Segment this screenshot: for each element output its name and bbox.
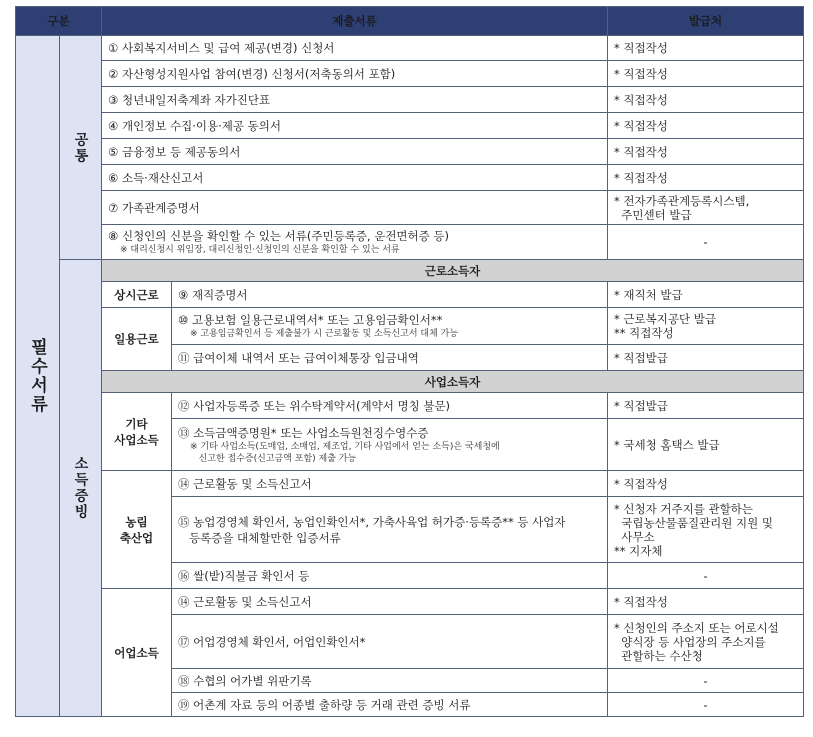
issuer-cell: * 직접발급 — [608, 345, 804, 371]
doc-cell — [172, 308, 608, 345]
issuer-text: * 전자가족관계등록시스템, 주민센터 발급 — [614, 193, 750, 222]
table-row — [16, 61, 804, 87]
doc-cell — [172, 419, 608, 471]
doc-text: ⑩ 고용보험 일용근로내역서* 또는 고용임금확인서** — [178, 313, 443, 327]
issuer-cell — [608, 497, 804, 563]
table-row — [16, 308, 804, 345]
issuer-cell: * 직접작성 — [608, 61, 804, 87]
issuer-cell: * 직접작성 — [608, 87, 804, 113]
doc-cell: ⑰ 어업경영체 확인서, 어업인확인서* — [172, 615, 608, 669]
group-income-label: 소득증빙 — [60, 260, 102, 717]
subgroup-text: 농림 축산업 — [119, 514, 154, 545]
subgroup-text: 기타 사업소득 — [114, 416, 159, 447]
table-row — [16, 139, 804, 165]
doc-cell: ⑥ 소득·재산신고서 — [102, 165, 608, 191]
issuer-cell: * 국세청 홈택스 발급 — [608, 419, 804, 471]
doc-text: ⑧ 신청인의 신분을 확인할 수 있는 서류(주민등록증, 운전면허증 등) — [108, 229, 450, 243]
required-documents-table — [15, 6, 804, 717]
issuer-cell: - — [608, 225, 804, 260]
issuer-cell: * 직접발급 — [608, 393, 804, 419]
table-row — [16, 589, 804, 615]
issuer-cell — [608, 308, 804, 345]
issuer-text: * 신청인의 주소지 또는 어로시설 양식장 등 사업장의 주소지를 관할하는 수산청 — [614, 620, 779, 663]
doc-cell: ② 자산형성지원사업 참여(변경) 신청서(저축동의서 포함) — [102, 61, 608, 87]
table-row — [16, 191, 804, 225]
issuer-text: * 신청자 거주지를 관할하는 국립농산물품질관리원 지원 및 사무소 ** 지자체 — [614, 501, 774, 558]
table-row — [16, 113, 804, 139]
doc-note: ※ 기타 사업소득(도매업, 소매업, 제조업, 기타 사업에서 얻는 소득)은 국세청에 신고한 접수증(신고금액 포함) 제출 가능 — [190, 441, 500, 464]
issuer-cell: * 직접작성 — [608, 113, 804, 139]
main-category-label: 필수서류 — [16, 36, 60, 717]
doc-cell: ⑭ 근로활동 및 소득신고서 — [172, 471, 608, 497]
section-business: 사업소득자 — [102, 371, 804, 393]
header-documents: 제출서류 — [102, 7, 608, 36]
header-issuer: 발급처 — [608, 7, 804, 36]
doc-cell — [172, 497, 608, 563]
subgroup-farming — [102, 471, 172, 589]
doc-text: ⑮ 농업경영체 확인서, 농업인확인서*, 가축사육업 허가증·등록증** 등 사업자 등록증을 대체할만한 입증서류 — [178, 514, 566, 545]
table-row — [16, 165, 804, 191]
section-labor: 근로소득자 — [102, 260, 804, 282]
group-common-label: 공통 — [60, 36, 102, 260]
section-row — [16, 260, 804, 282]
issuer-cell: * 직접작성 — [608, 36, 804, 61]
doc-text: ⑬ 소득금액증명원* 또는 사업소득원천징수영수증 — [178, 425, 429, 440]
table-row — [16, 87, 804, 113]
table-row — [16, 36, 804, 61]
doc-cell: ⑤ 금융정보 등 제공동의서 — [102, 139, 608, 165]
issuer-cell — [608, 615, 804, 669]
doc-note: ※ 고용임금확인서 등 제출불가 시 근로활동 및 소득신고서 대체 가능 — [190, 329, 459, 339]
header-category: 구분 — [16, 7, 102, 36]
issuer-cell: * 직접작성 — [608, 471, 804, 497]
doc-cell: ⑦ 가족관계증명서 — [102, 191, 608, 225]
doc-cell: ⑭ 근로활동 및 소득신고서 — [172, 589, 608, 615]
issuer-cell: - — [608, 693, 804, 717]
table-row — [16, 471, 804, 497]
doc-cell — [102, 225, 608, 260]
subgroup-daily: 일용근로 — [102, 308, 172, 371]
table-row — [16, 282, 804, 308]
subgroup-regular: 상시근로 — [102, 282, 172, 308]
section-row — [16, 371, 804, 393]
doc-cell: ⑪ 급여이체 내역서 또는 급여이체통장 입금내역 — [172, 345, 608, 371]
issuer-cell: * 직접작성 — [608, 139, 804, 165]
issuer-cell: - — [608, 669, 804, 693]
doc-cell: ⑲ 어촌계 자료 등의 어종별 출하량 등 거래 관련 증빙 서류 — [172, 693, 608, 717]
table-row — [16, 393, 804, 419]
issuer-cell: - — [608, 563, 804, 589]
header-row — [16, 7, 804, 36]
doc-cell: ⑯ 쌀(밭)직불금 확인서 등 — [172, 563, 608, 589]
doc-cell: ⑫ 사업자등록증 또는 위수탁계약서(계약서 명칭 불문) — [172, 393, 608, 419]
subgroup-other-business — [102, 393, 172, 471]
doc-note: ※ 대리신청시 위임장, 대리신청인·신청인의 신분을 확인할 수 있는 서류 — [120, 245, 400, 255]
issuer-cell: * 재직처 발급 — [608, 282, 804, 308]
doc-cell: ⑨ 재직증명서 — [172, 282, 608, 308]
doc-cell: ① 사회복지서비스 및 급여 제공(변경) 신청서 — [102, 36, 608, 61]
doc-cell: ④ 개인정보 수집·이용·제공 동의서 — [102, 113, 608, 139]
issuer-cell — [608, 191, 804, 225]
doc-cell: ③ 청년내일저축계좌 자가진단표 — [102, 87, 608, 113]
issuer-cell: * 직접작성 — [608, 589, 804, 615]
table-row — [16, 225, 804, 260]
subgroup-fishery: 어업소득 — [102, 589, 172, 717]
issuer-cell: * 직접작성 — [608, 165, 804, 191]
doc-cell: ⑱ 수협의 어가별 위판기록 — [172, 669, 608, 693]
issuer-text: * 근로복지공단 발급 ** 직접작성 — [614, 312, 716, 340]
